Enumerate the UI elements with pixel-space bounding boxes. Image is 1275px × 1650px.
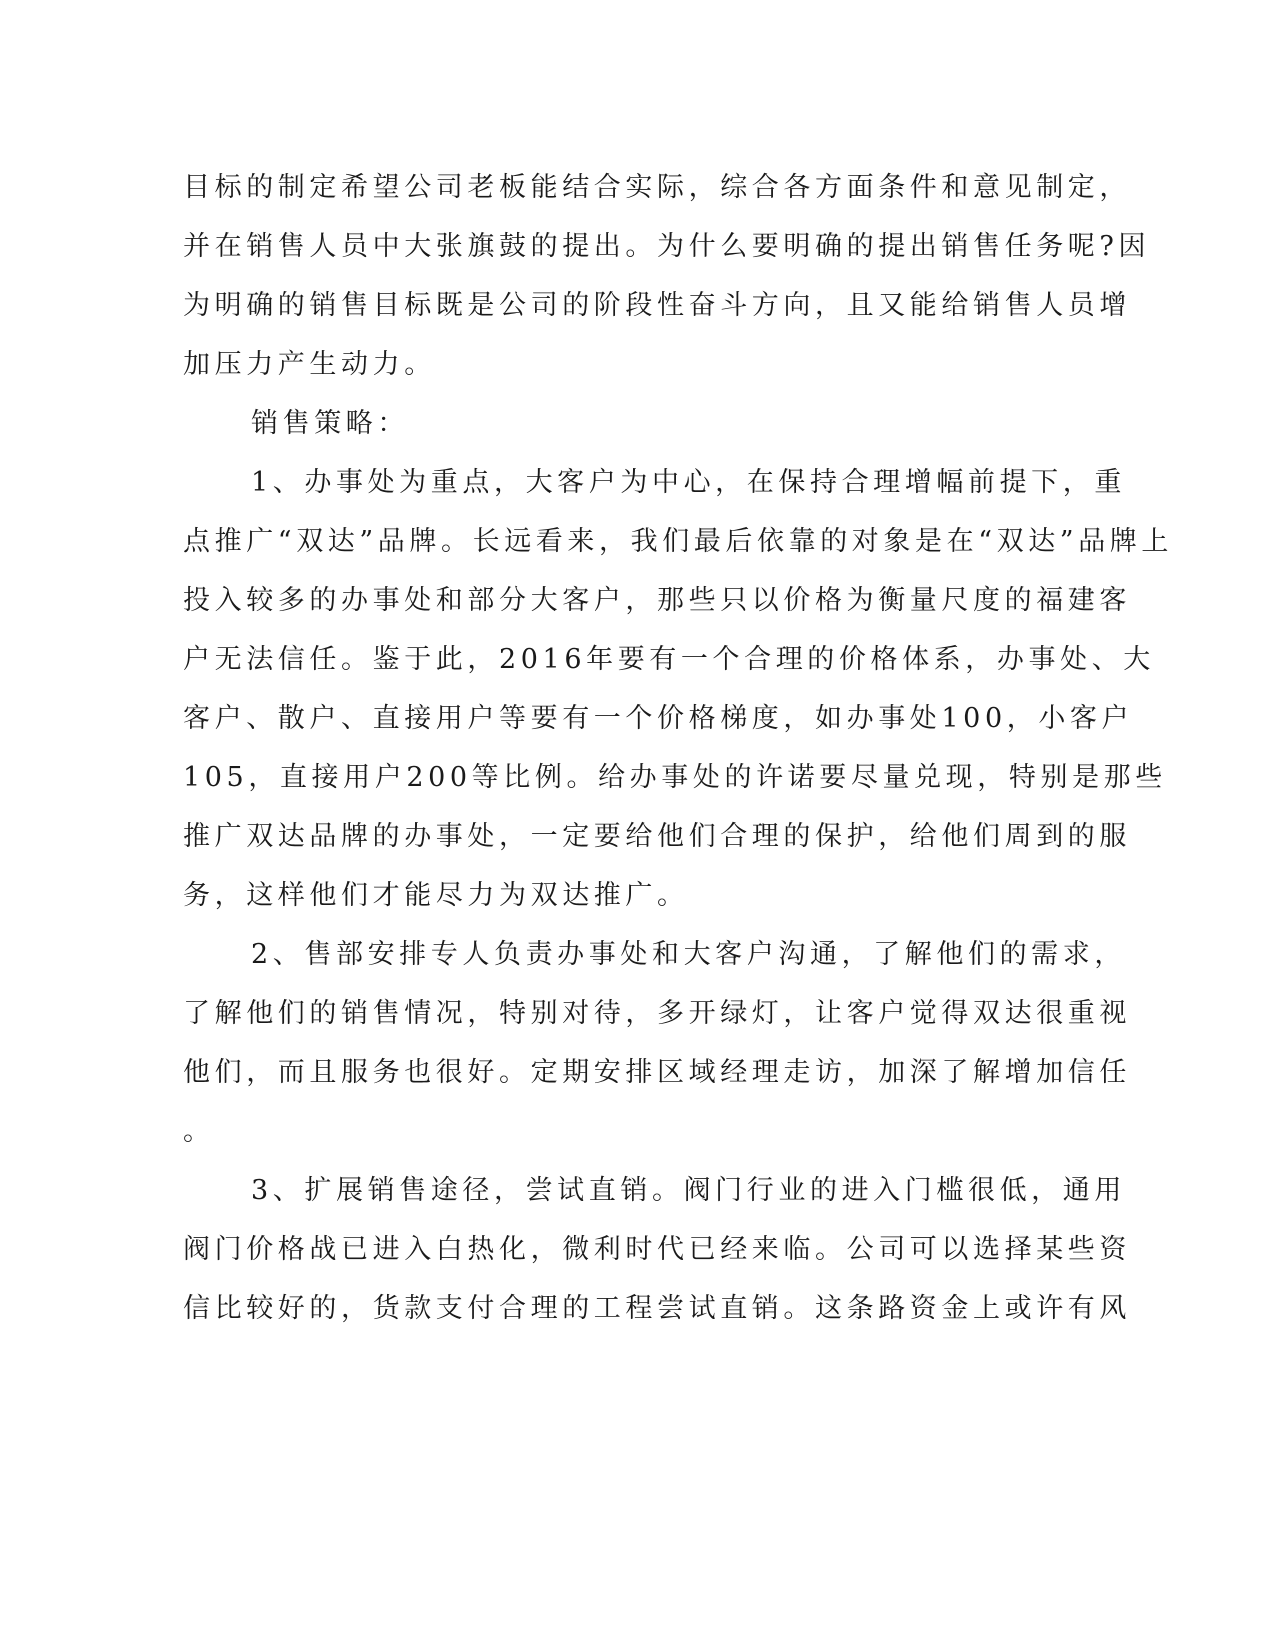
text-line: 1、办事处为重点，大客户为中心，在保持合理增幅前提下，重	[251, 467, 1126, 498]
text-line: 3、扩展销售途径，尝试直销。阀门行业的进入门槛很低，通用	[251, 1175, 1126, 1206]
section-heading-sales-strategy: 销售策略：	[251, 408, 409, 439]
text-line: 阀门价格战已进入白热化，微利时代已经来临。公司可以选择某些资	[183, 1234, 1131, 1265]
text-line: 加压力产生动力。	[183, 349, 436, 380]
text-line: 2、售部安排专人负责办事处和大客户沟通，了解他们的需求，	[251, 939, 1126, 970]
text-line: 点推广“双达”品牌。长远看来，我们最后依靠的对象是在“双达”品牌上	[183, 526, 1174, 557]
text-line: 户无法信任。鉴于此，2016年要有一个合理的价格体系，办事处、大	[183, 644, 1155, 675]
text-line: 了解他们的销售情况，特别对待，多开绿灯，让客户觉得双达很重视	[183, 998, 1131, 1029]
text-line: 并在销售人员中大张旗鼓的提出。为什么要明确的提出销售任务呢?因	[183, 231, 1151, 262]
text-line: 105，直接用户200等比例。给办事处的许诺要尽量兑现，特别是那些	[183, 762, 1167, 793]
text-line: 客户、散户、直接用户等要有一个价格梯度，如办事处100，小客户	[183, 703, 1134, 734]
text-line: 推广双达品牌的办事处，一定要给他们合理的保护，给他们周到的服	[183, 821, 1131, 852]
text-line: 他们，而且服务也很好。定期安排区域经理走访，加深了解增加信任	[183, 1057, 1131, 1088]
text-line: 投入较多的办事处和部分大客户，那些只以价格为衡量尺度的福建客	[183, 585, 1131, 616]
text-line: 务，这样他们才能尽力为双达推广。	[183, 880, 689, 911]
document-body	[183, 158, 1174, 1338]
text-line: 。	[183, 1116, 215, 1147]
text-line: 目标的制定希望公司老板能结合实际，综合各方面条件和意见制定，	[183, 172, 1131, 203]
text-line: 为明确的销售目标既是公司的阶段性奋斗方向，且又能给销售人员增	[183, 290, 1131, 321]
text-line: 信比较好的，货款支付合理的工程尝试直销。这条路资金上或许有风	[183, 1293, 1131, 1324]
